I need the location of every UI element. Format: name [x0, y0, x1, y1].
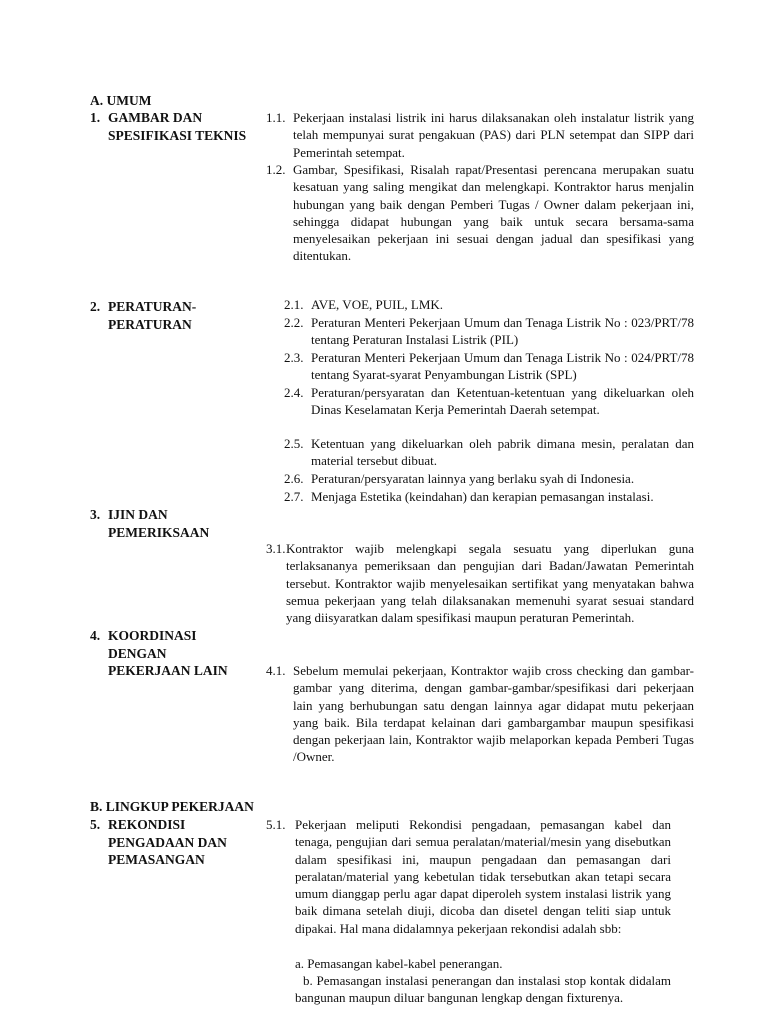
- item-number: 2.3.: [284, 350, 304, 365]
- item-text: Pekerjaan instalasi listrik ini harus dilaksanakan oleh instalatur listrik yang telah mempunyai surat pengakuan (PAS) dari PLN setempat dan SIPP dari Pemerintah setempat.: [293, 110, 694, 160]
- item-number: 2.6.: [284, 471, 304, 486]
- item-2-5: [284, 435, 694, 470]
- section-b-heading: B. LINGKUP PEKERJAAN: [90, 799, 254, 814]
- item-number: 5.1.: [266, 817, 286, 832]
- item-text: Ketentuan yang dikeluarkan oleh pabrik dimana mesin, peralatan dan material tersebut dibuat.: [311, 436, 694, 469]
- item-number: 2.7.: [284, 489, 304, 504]
- item-1-2: [266, 161, 694, 265]
- item-3-1: [266, 540, 694, 626]
- item-text: Peraturan Menteri Pekerjaan Umum dan Tenaga Listrik No : 023/PRT/78 tentang Peraturan Instalasi Listrik (PIL): [311, 315, 694, 348]
- section-4-title: KOORDINASI DENGAN PEKERJAAN LAIN: [108, 628, 228, 678]
- item-text: Peraturan/persyaratan dan Ketentuan-ketentuan yang dikeluarkan oleh Dinas Keselamatan Kerja Pemerintah Daerah setempat.: [311, 385, 694, 418]
- item-number: 2.1.: [284, 297, 304, 312]
- section-2-number: 2.: [90, 299, 101, 314]
- section-2-title: PERATURAN-PERATURAN: [108, 299, 197, 332]
- section-3-label: [90, 506, 260, 542]
- section-4-label: [90, 627, 260, 681]
- item-number: 3.1.: [266, 541, 286, 556]
- section-3-number: 3.: [90, 507, 101, 522]
- item-number: 4.1.: [266, 663, 286, 678]
- section-1-number: 1.: [90, 110, 101, 125]
- item-text: Menjaga Estetika (keindahan) dan kerapian pemasangan instalasi.: [311, 489, 654, 504]
- section-1-title: GAMBAR DAN SPESIFIKASI TEKNIS: [108, 110, 247, 143]
- item-text: Gambar, Spesifikasi, Risalah rapat/Presentasi perencana merupakan suatu kesatuan yang saling mengikat dan melengkapi. Kontraktor harus menjalin hubungan yang baik dengan Pemberi Tugas / Owner dalam pekerjaan ini, sehingga didapat hubungan yang baik untuk secara bersama-sama menyelesaikan pekerjaan ini sesuai dengan jadual dan spesifikasi yang ditentukan.: [293, 162, 694, 264]
- item-text: Peraturan Menteri Pekerjaan Umum dan Tenaga Listrik No : 024/PRT/78 tentang Syarat-syarat Penyambungan Listrik (SPL): [311, 350, 694, 383]
- item-4-1: [266, 662, 694, 766]
- item-2-4: [284, 384, 694, 419]
- sub-item-b: b. Pemasangan instalasi penerangan dan instalasi stop kontak didalam bangunan maupun diluar bangunan lengkap dengan fixturenya.: [295, 973, 671, 1006]
- item-1-1: [266, 109, 694, 161]
- section-5-label: [90, 816, 260, 870]
- item-5-1: [266, 816, 671, 937]
- item-text: Peraturan/persyaratan lainnya yang berlaku syah di Indonesia.: [311, 471, 635, 486]
- sub-item-a: a. Pemasangan kabel-kabel penerangan.: [295, 956, 503, 971]
- item-number: 2.4.: [284, 385, 304, 400]
- section-5-number: 5.: [90, 817, 101, 832]
- item-text: AVE, VOE, PUIL, LMK.: [311, 297, 444, 312]
- section-a-heading: A. UMUM: [90, 93, 152, 108]
- item-text: Sebelum memulai pekerjaan, Kontraktor wajib cross checking dan gambar-gambar yang diterima, dengan gambar-gambar/spesifikasi dari pekerjaan lain yang berhubungan satu dengan lainnya agar didapat mutu pekerjaan yang baik. Bila terdapat kelainan dari gambargambar maupun spesifikasi dengan pekerjaan lain, Kontraktor wajib melaporkan kepada Pemberi Tugas /Owner.: [293, 663, 694, 765]
- section-4-number: 4.: [90, 628, 101, 643]
- item-2-1: [284, 296, 694, 313]
- section-3-title: IJIN DAN PEMERIKSAAN: [108, 507, 210, 540]
- section-5-title: REKONDISI PENGADAAN DAN PEMASANGAN: [108, 817, 227, 867]
- item-2-6: [284, 470, 694, 487]
- item-text: Pekerjaan meliputi Rekondisi pengadaan, pemasangan kabel dan tenaga, pengujian dari semua peralatan/material/mesin yang disebutkan dalam spesifikasi ini, maupun pengadaan dan pemasangan dari peralatan/material yang kebetulan tidak tersebutkan akan tetapi secara umum dianggap perlu agar dapat diperoleh system instalasi listrik yang baik dimana setelah diuji, dicoba dan disetel dengan teliti siap untuk dipakai. Hal mana didalamnya pekerjaan rekondisi adalah sbb:: [295, 817, 671, 936]
- section-1-label: [90, 109, 260, 163]
- item-text: Kontraktor wajib melengkapi segala sesuatu yang diperlukan guna terlaksananya pemeriksaan dan pengujian dari Badan/Jawatan Pemerintah tersebut. Kontraktor wajib menyelesaikan sertifikat yang menyatakan bahwa semua pekerjaan yang telah dilaksanakan memenuhi syarat sesuai standard yang diisyaratkan dalam spesifikasi maupun peraturan Pemerintah.: [286, 541, 694, 626]
- item-number: 1.2.: [266, 162, 286, 177]
- item-number: 1.1.: [266, 110, 286, 125]
- item-number: 2.2.: [284, 315, 304, 330]
- item-number: 2.5.: [284, 436, 304, 451]
- item-2-3: [284, 349, 694, 384]
- item-2-7: [284, 488, 694, 505]
- item-2-2: [284, 314, 694, 349]
- section-2-label: [90, 298, 260, 334]
